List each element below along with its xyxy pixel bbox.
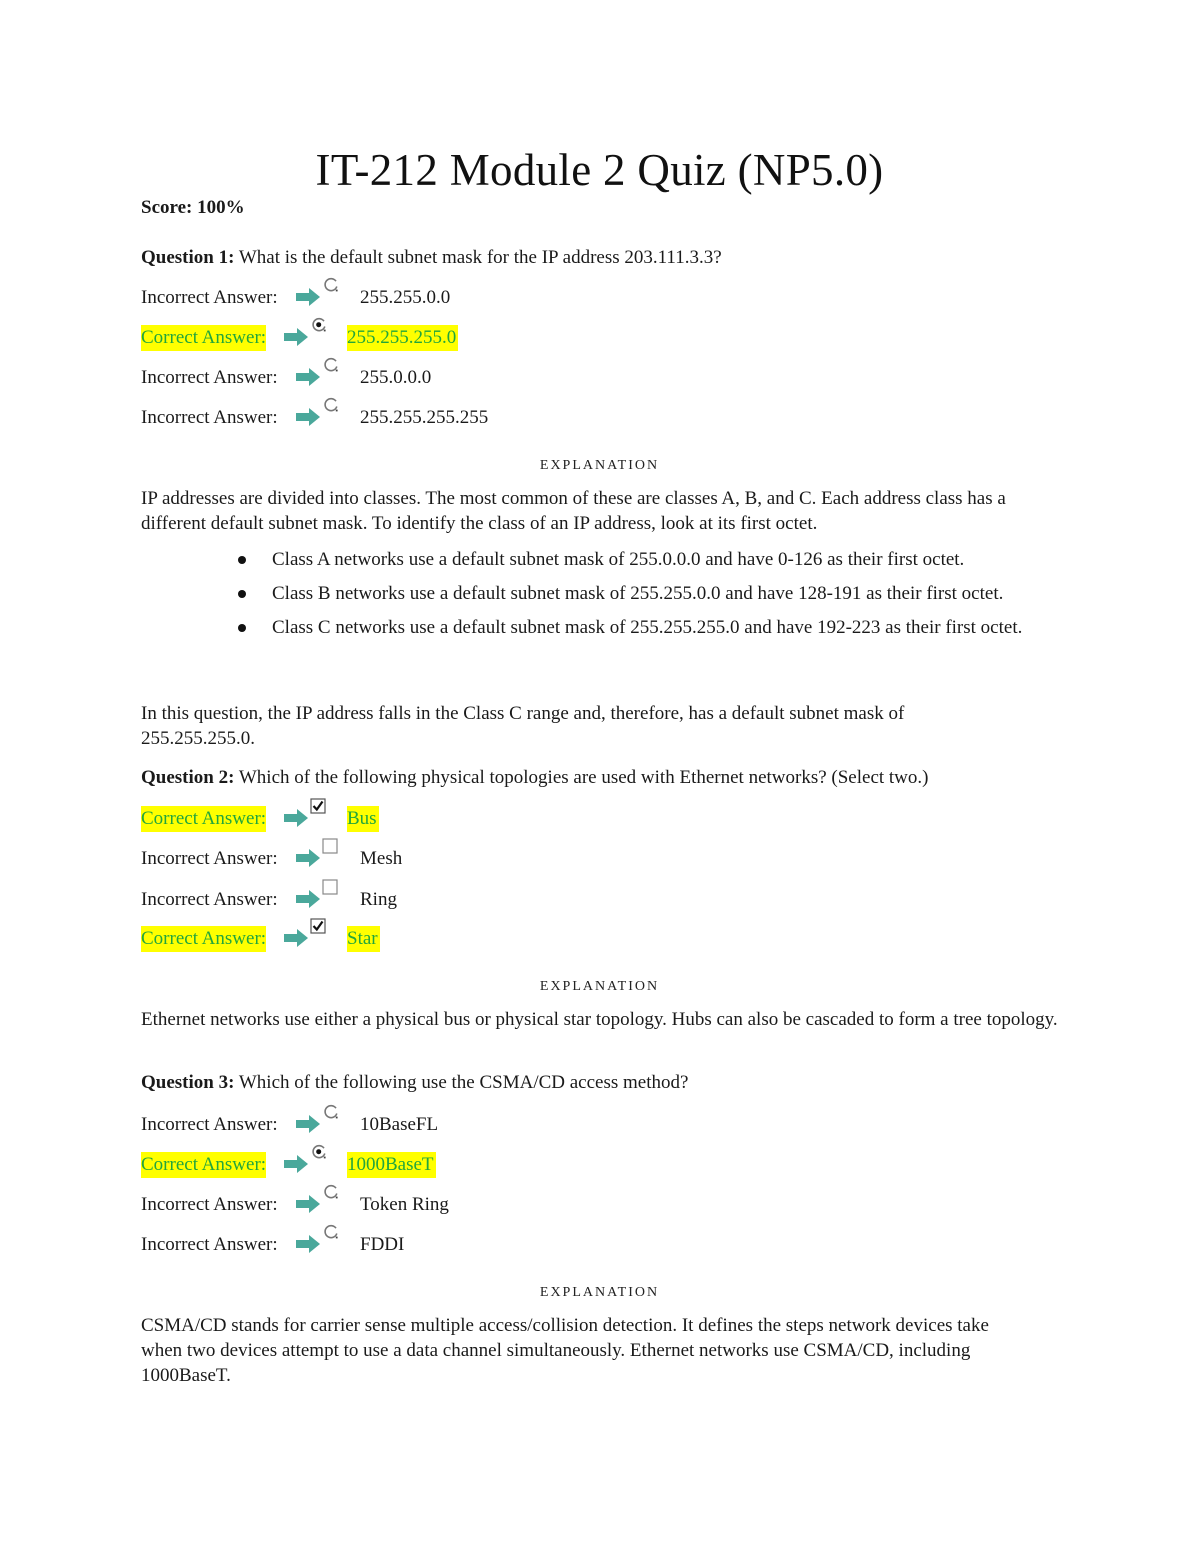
score-label: Score:	[141, 197, 193, 218]
question-1	[141, 247, 722, 269]
question-2-label: Question 2:	[141, 767, 235, 788]
arrow-icon	[295, 367, 321, 387]
arrow-icon	[283, 928, 309, 948]
explanation-heading: EXPLANATION	[539, 1285, 660, 1300]
arrow-icon	[283, 327, 309, 347]
bullet-icon	[238, 556, 246, 564]
arrow-icon	[295, 1234, 321, 1254]
answer-text: 1000BaseT	[347, 1152, 436, 1178]
arrow-icon	[283, 808, 309, 828]
checkbox-empty-icon[interactable]	[322, 838, 338, 854]
question-3-text: Which of the following use the CSMA/CD access method?	[238, 1072, 689, 1093]
answer-text: Star	[347, 926, 380, 952]
answer-status-label: Correct Answer:	[141, 806, 266, 832]
checkbox-checked-icon[interactable]	[310, 798, 326, 814]
answer-status-label: Incorrect Answer:	[141, 287, 278, 308]
answer-text: FDDI	[360, 1234, 405, 1255]
question-1-label: Question 1:	[141, 247, 235, 268]
radio-empty-icon[interactable]	[323, 397, 339, 413]
explanation-bullet-list	[231, 547, 1063, 649]
answer-text: 255.255.255.0	[347, 325, 458, 351]
answer-status-label: Incorrect Answer:	[141, 1194, 278, 1215]
answer-status-label: Incorrect Answer:	[141, 889, 278, 910]
answer-status-label: Correct Answer:	[141, 1152, 266, 1178]
radio-empty-icon[interactable]	[323, 277, 339, 293]
bullet-icon	[238, 590, 246, 598]
list-item: Class B networks use a default subnet mask of 255.255.0.0 and have 128-191 as their first octet.	[231, 581, 1063, 606]
answer-status-label: Incorrect Answer:	[141, 848, 278, 869]
question-3	[141, 1072, 688, 1094]
radio-selected-icon[interactable]	[311, 317, 327, 333]
list-item: Class C networks use a default subnet mask of 255.255.255.0 and have 192-223 as their first octet.	[231, 615, 1063, 640]
question-1-text: What is the default subnet mask for the IP address 203.111.3.3?	[238, 247, 722, 268]
question-2-text: Which of the following physical topologies are used with Ethernet networks? (Select two.)	[238, 767, 929, 788]
arrow-icon	[295, 848, 321, 868]
arrow-icon	[295, 889, 321, 909]
radio-empty-icon[interactable]	[323, 1224, 339, 1240]
bullet-icon	[238, 624, 246, 632]
explanation-text: Ethernet networks use either a physical bus or physical star topology. Hubs can also be cascaded to form a tree topology.	[141, 1009, 1058, 1030]
answer-text: Mesh	[360, 848, 403, 869]
arrow-icon	[295, 1194, 321, 1214]
answer-text: Bus	[347, 806, 379, 832]
question-3-label: Question 3:	[141, 1072, 235, 1093]
answer-text: Ring	[360, 889, 397, 910]
score-line	[141, 197, 245, 219]
checkbox-checked-icon[interactable]	[310, 918, 326, 934]
explanation-heading: EXPLANATION	[539, 458, 660, 473]
radio-empty-icon[interactable]	[323, 1184, 339, 1200]
explanation-text: IP addresses are divided into classes. The most common of these are classes A, B, and C. Each address class has a different default subnet mask. To identify the class of an IP address, look at its first octet.	[141, 488, 1006, 534]
radio-empty-icon[interactable]	[323, 1104, 339, 1120]
answer-status-label: Incorrect Answer:	[141, 407, 278, 428]
answer-status-label: Incorrect Answer:	[141, 1234, 278, 1255]
arrow-icon	[295, 407, 321, 427]
question-2	[141, 767, 928, 789]
answer-text: 255.255.255.255	[360, 407, 489, 428]
arrow-icon	[283, 1154, 309, 1174]
answer-status-label: Correct Answer:	[141, 926, 266, 952]
explanation-heading: EXPLANATION	[539, 979, 660, 994]
answer-text: 10BaseFL	[360, 1114, 439, 1135]
arrow-icon	[295, 287, 321, 307]
radio-empty-icon[interactable]	[323, 357, 339, 373]
radio-selected-icon[interactable]	[311, 1144, 327, 1160]
answer-status-label: Incorrect Answer:	[141, 1114, 278, 1135]
answer-text: Token Ring	[360, 1194, 449, 1215]
page-title: IT-212 Module 2 Quiz (NP5.0)	[315, 145, 884, 195]
list-item: Class A networks use a default subnet mask of 255.0.0.0 and have 0-126 as their first octet.	[231, 547, 1063, 572]
explanation-text: CSMA/CD stands for carrier sense multiple access/collision detection. It defines the steps network devices take when two devices attempt to use a data channel simultaneously. Ethernet networks use CSMA/CD, including 1000BaseT.	[141, 1315, 989, 1386]
answer-status-label: Correct Answer:	[141, 325, 266, 351]
answer-status-label: Incorrect Answer:	[141, 367, 278, 388]
answer-text: 255.255.0.0	[360, 287, 451, 308]
checkbox-empty-icon[interactable]	[322, 879, 338, 895]
score-value: 100%	[197, 197, 245, 218]
answer-text: 255.0.0.0	[360, 367, 432, 388]
arrow-icon	[295, 1114, 321, 1134]
explanation-conclusion: In this question, the IP address falls in the Class C range and, therefore, has a default subnet mask of 255.255.255.0.	[141, 703, 905, 749]
